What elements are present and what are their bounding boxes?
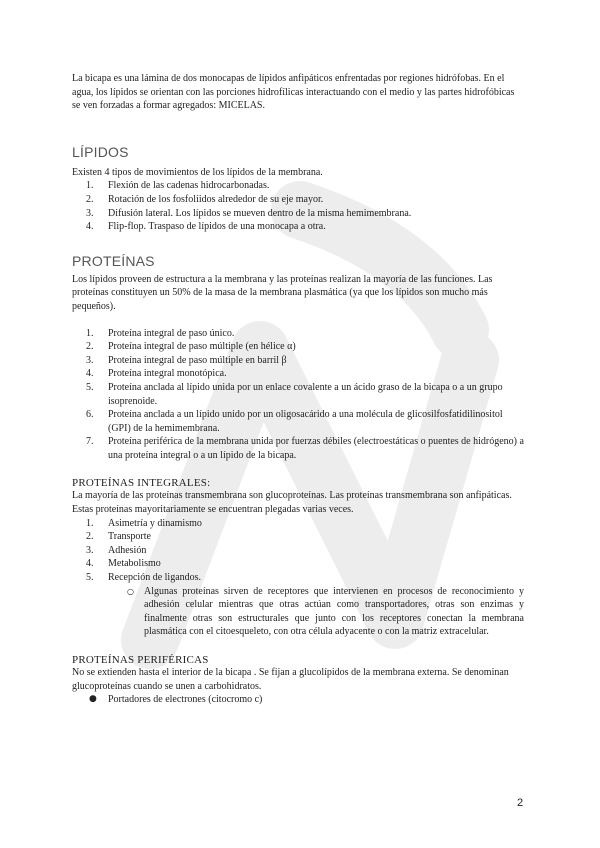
integrales-intro: La mayoría de las proteínas transmembrana son glucoproteínas. Las proteínas transmembrana son anfipáticas. Estas proteínas mayoritariamente se encuentran plegadas varias veces.	[72, 490, 512, 516]
proteinas-heading: PROTEÍNAS	[72, 252, 155, 269]
list-item: 2. Transporte	[86, 531, 151, 543]
list-item: ● Portadores de electrones (citocromo c)	[89, 694, 263, 706]
integrales-list	[72, 517, 524, 585]
proteinas-list	[72, 327, 524, 463]
integrales-heading: PROTEÍNAS INTEGRALES:	[72, 477, 211, 490]
list-item: 2. Proteína integral de paso múltiple (en hélice α)	[86, 341, 296, 353]
list-item: 4. Flip-flop. Traspaso de lípidos de una monocapa a otra.	[86, 221, 326, 233]
hollow-circle-bullet: ○	[127, 586, 134, 596]
list-item: 1. Asimetría y dinamismo	[86, 517, 202, 529]
proteinas-intro: Los lípidos proveen de estructura a la membrana y las proteínas realizan la mayoría de las funciones. Las proteínas constituyen un 50% de la masa de la membrana plasmática (ya que los lípidos son mucho más pequeños).	[72, 273, 493, 312]
list-item: 1. Proteína integral de paso único.	[86, 327, 235, 339]
perifericas-heading: PROTEÍNAS PERIFÉRICAS	[72, 654, 209, 666]
page-number: 2	[517, 797, 524, 809]
list-item: 4. Proteína integral monotópica.	[86, 368, 227, 380]
list-item: 3. Proteína integral de paso múltiple en barril β	[86, 354, 287, 366]
integrales-sub-item: ○ Algunas proteínas sirven de receptores que intervienen en procesos de reconocimiento y adhesión celular mientras que otras actúan como transportadores, otras son enzimas y finalmente otras son estructurales que junto con los receptores conectan la membrana plasmática con el citoesqueleto, con otra célula adyacente o con la matriz extracelular.	[127, 585, 524, 638]
list-item: 3. Difusión lateral. Los lípidos se mueven dentro de la misma hemimembrana.	[86, 207, 412, 219]
lipidos-list	[72, 179, 524, 233]
list-item: 3. Adhesión	[86, 544, 147, 556]
list-item: 5. Proteína anclada al lípido unida por un enlace covalente a un ácido graso de la bicapa o a un grupo isoprenoide.	[86, 381, 503, 407]
bullet-dot-icon: ●	[89, 694, 97, 705]
list-item: 6. Proteína anclada a un lípido unido por un oligosacárido a una molécula de glicosilfosfatidilinositol (GPI) de la hemimembrana.	[86, 409, 503, 434]
page-content	[72, 72, 524, 707]
perifericas-list	[72, 693, 524, 707]
lipidos-intro: Existen 4 tipos de movimientos de los lípidos de la membrana.	[72, 166, 323, 178]
list-item: 4. Metabolismo	[86, 558, 161, 570]
perifericas-intro: No se extienden hasta el interior de la bicapa . Se fijan a glucolípidos de la membrana externa. Se denominan glucoproteínas cuando se unen a carbohidratos.	[72, 667, 509, 692]
list-item: 5. Recepción de ligandos.	[86, 572, 202, 584]
list-item: 7. Proteína periférica de la membrana unida por fuerzas débiles (electroestáticas o puentes de hidrógeno) a una proteína integral o a un lípido de la bicapa.	[86, 436, 524, 461]
list-item: 2. Rotación de los fosfolíidos alrededor de su eje mayor.	[86, 193, 324, 205]
intro-paragraph: La bicapa es una lámina de dos monocapas de lípidos anfipáticos enfrentadas por regiones hidrófobas. En el agua, los lípidos se orientan con las porciones hidrofílicas interactuando con el medio y las partes hidrofóbicas se ven forzadas a formar agregados: MICELAS.	[72, 73, 515, 112]
list-item: 1. Flexión de las cadenas hidrocarbonadas.	[86, 180, 270, 192]
lipidos-heading: LÍPIDOS	[72, 143, 129, 160]
